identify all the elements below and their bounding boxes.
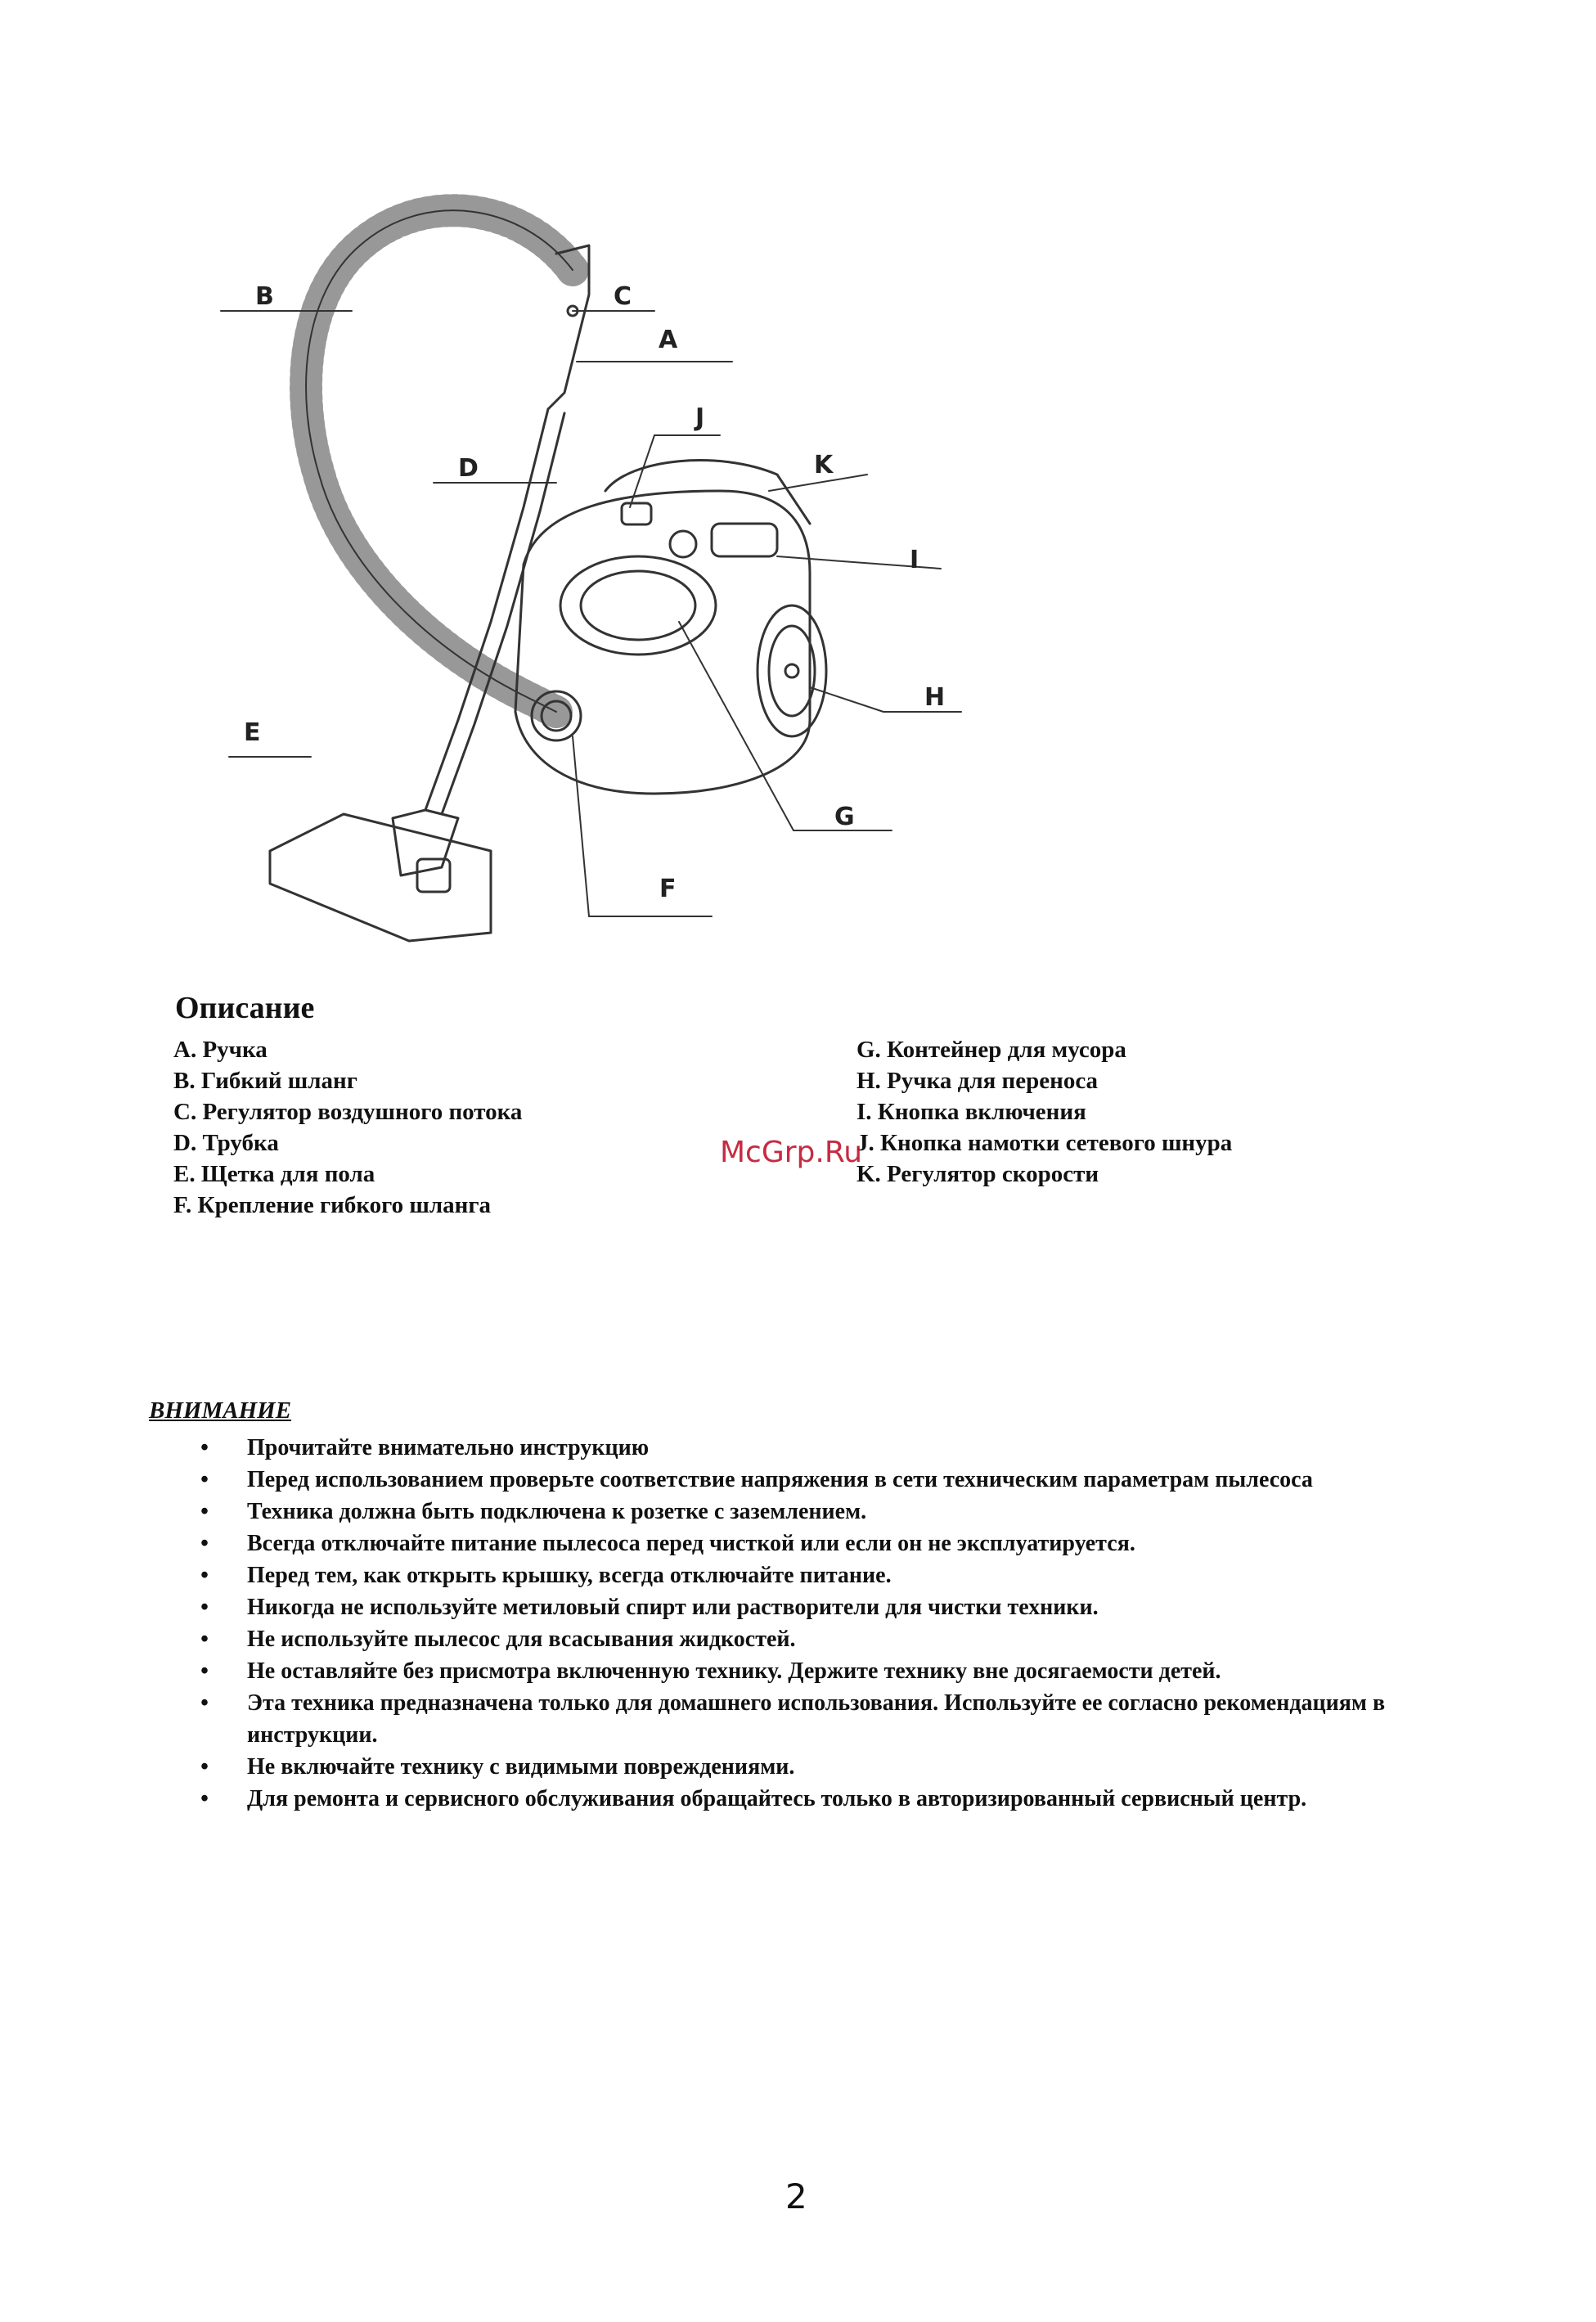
callout-j: J — [695, 403, 705, 432]
bullet-icon: • — [200, 1690, 209, 1716]
vacuum-body — [515, 491, 810, 794]
bullet-icon: • — [200, 1754, 209, 1780]
legend-right-column — [856, 1034, 1232, 1190]
legend-item-k: K. Регулятор скорости — [856, 1161, 1099, 1187]
legend-item-j: J. Кнопка намотки сетевого шнура — [856, 1130, 1233, 1156]
warning-item: • Эта техника предназначена только для домашнего использования. Используйте ее согласно рекомендациям в инструкции. — [196, 1687, 1423, 1751]
bullet-icon: • — [200, 1563, 209, 1588]
floor-brush — [270, 814, 491, 941]
legend-item-c: C. Регулятор воздушного потока — [173, 1099, 523, 1125]
legend-item-i: I. Кнопка включения — [856, 1099, 1086, 1125]
legend-item-b: B. Гибкий шланг — [173, 1068, 357, 1094]
legend-item-a: A. Ручка — [173, 1037, 267, 1063]
vacuum-cleaner-diagram — [0, 0, 1596, 998]
page-number: 2 — [785, 2176, 807, 2216]
warning-item: • Перед тем, как открыть крышку, всегда отключайте питание. — [196, 1559, 1423, 1591]
legend-item-h: H. Ручка для переноса — [856, 1068, 1099, 1094]
callout-e: E — [244, 718, 261, 747]
bullet-icon: • — [200, 1627, 209, 1652]
warning-item: • Для ремонта и сервисного обслуживания обращайтесь только в авторизированный сервисный центр. — [196, 1783, 1423, 1815]
bullet-icon: • — [200, 1499, 209, 1524]
callout-b: B — [255, 282, 274, 311]
callout-i: I — [910, 546, 919, 574]
warning-item: • Не оставляйте без присмотра включенную технику. Держите технику вне досягаемости детей. — [196, 1655, 1423, 1687]
warning-list — [196, 1432, 1423, 1815]
warning-item: • Всегда отключайте питание пылесоса перед чисткой или если он не эксплуатируется. — [196, 1528, 1423, 1559]
callout-f: F — [659, 875, 677, 903]
bullet-icon: • — [200, 1531, 209, 1556]
callout-a: A — [659, 326, 678, 354]
tube — [425, 409, 548, 810]
callout-d: D — [458, 454, 479, 483]
flexible-hose — [306, 210, 573, 712]
warning-item: • Не включайте технику с видимыми повреждениями. — [196, 1751, 1423, 1783]
warning-item: • Никогда не используйте метиловый спирт или растворители для чистки техники. — [196, 1591, 1423, 1623]
legend-item-e: E. Щетка для пола — [173, 1161, 375, 1187]
bullet-icon: • — [200, 1595, 209, 1620]
bullet-icon: • — [200, 1435, 209, 1460]
legend-item-f: F. Крепление гибкого шланга — [173, 1192, 492, 1218]
bullet-icon: • — [200, 1658, 209, 1684]
callout-g: G — [834, 803, 855, 831]
watermark: McGrp.Ru — [720, 1136, 863, 1169]
warning-item: • Техника должна быть подключена к розетке с заземлением. — [196, 1496, 1423, 1528]
callout-c: C — [614, 282, 632, 311]
warning-item: • Прочитайте внимательно инструкцию — [196, 1432, 1423, 1464]
legend-title: Описание — [175, 991, 315, 1025]
bullet-icon: • — [200, 1786, 209, 1811]
warning-item: • Не используйте пылесос для всасывания жидкостей. — [196, 1623, 1423, 1655]
warning-item: • Перед использованием проверьте соответствие напряжения в сети техническим параметрам пылесоса — [196, 1464, 1423, 1496]
callout-h: H — [924, 683, 946, 712]
callout-k: K — [814, 451, 834, 479]
legend-left-column — [173, 1034, 522, 1221]
legend-item-g: G. Контейнер для мусора — [856, 1037, 1126, 1063]
bullet-icon: • — [200, 1467, 209, 1492]
warning-title: ВНИМАНИЕ — [149, 1397, 292, 1424]
legend-item-d: D. Трубка — [173, 1130, 279, 1156]
